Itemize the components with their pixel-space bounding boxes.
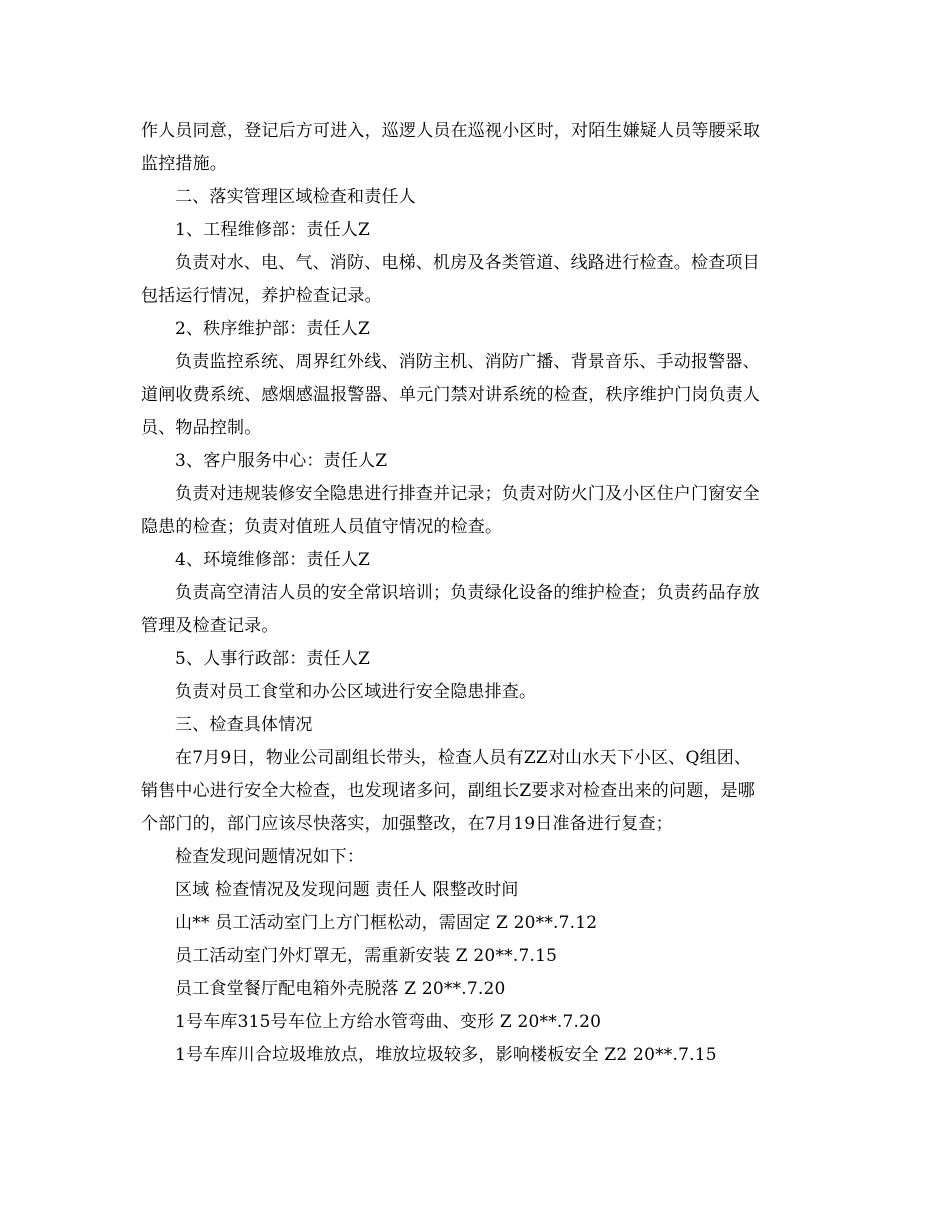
text-line: 负责高空清洁人员的安全常识培训；负责绿化设备的维护检查；负责药品存放 [175,583,760,603]
text-line: 作人员同意，登记后方可进入，巡逻人员在巡视小区时，对陌生嫌疑人员等腰采取 [141,121,761,141]
text-line: 区域 检查情况及发现问题 责任人 限整改时间 [175,880,519,900]
text-line: 个部门的，部门应该尽快落实，加强整改，在7月19日准备进行复查； [141,814,673,834]
text-line: 1号车库川合垃圾堆放点，堆放垃圾较多，影响楼板安全 Z2 20**.7.15 [175,1045,717,1065]
text-line: 员工食堂餐厅配电箱外壳脱落 Z 20**.7.20 [175,979,506,999]
text-line: 隐患的检查；负责对值班人员值守情况的检查。 [141,517,503,537]
text-line: 三、检查具体情况 [175,715,313,735]
text-line: 1、工程维修部：责任人Z [175,220,371,240]
text-line: 负责对违规装修安全隐患进行排查并记录；负责对防火门及小区住户门窗安全 [175,484,760,504]
text-line: 员、物品控制。 [141,418,262,438]
text-line: 1号车库315号车位上方给水管弯曲、变形 Z 20**.7.20 [175,1012,602,1032]
text-line: 销售中心进行安全大检查，也发现诸多问，副组长Z要求对检查出来的问题，是哪 [141,781,756,801]
text-line: 监控措施。 [141,154,227,174]
text-line: 管理及检查记录。 [141,616,279,636]
text-line: 负责监控系统、周界红外线、消防主机、消防广播、背景音乐、手动报警器、 [175,352,760,372]
text-line: 3、客户服务中心：责任人Z [175,451,388,471]
text-line: 道闸收费系统、感烟感温报警器、单元门禁对讲系统的检查，秩序维护门岗负责人 [141,385,761,405]
text-line: 5、人事行政部：责任人Z [175,649,371,669]
text-line: 山** 员工活动室门上方门框松动，需固定 Z 20**.7.12 [175,913,598,933]
text-line: 2、秩序维护部：责任人Z [175,319,371,339]
text-line: 二、落实管理区域检查和责任人 [175,187,416,207]
text-line: 包括运行情况，养护检查记录。 [141,286,382,306]
text-line: 负责对水、电、气、消防、电梯、机房及各类管道、线路进行检查。检查项目 [175,253,760,273]
text-line: 在7月9日，物业公司副组长带头，检查人员有ZZ对山水天下小区、Q组团、 [175,748,752,768]
document-body [141,115,815,1072]
text-line: 负责对员工食堂和办公区域进行安全隐患排查。 [175,682,537,702]
text-line: 员工活动室门外灯罩无，需重新安装 Z 20**.7.15 [175,946,558,966]
text-line: 检查发现问题情况如下： [175,847,365,867]
text-line: 4、环境维修部：责任人Z [175,550,371,570]
